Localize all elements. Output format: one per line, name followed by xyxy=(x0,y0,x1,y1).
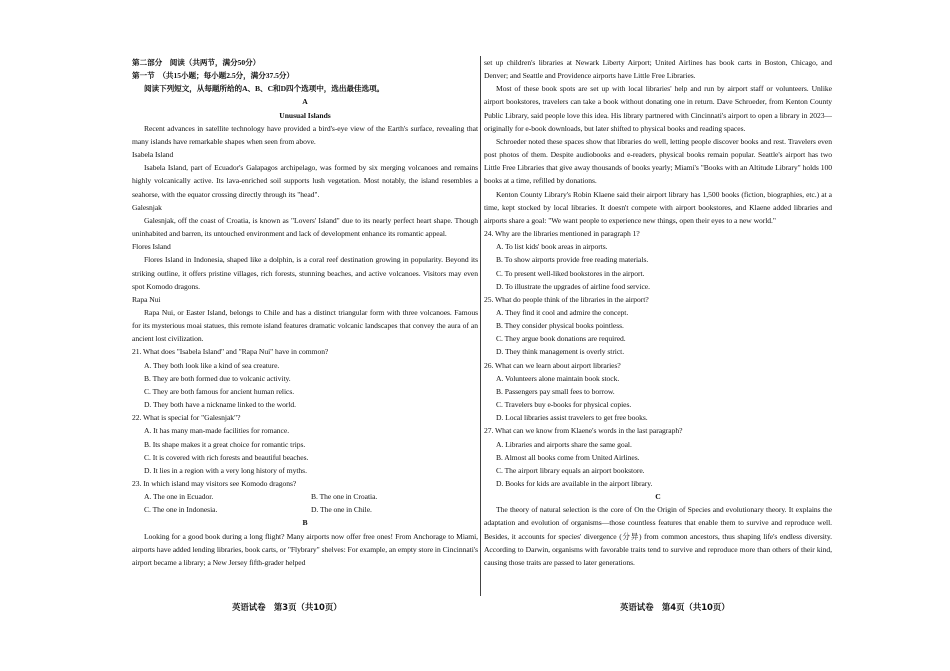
island-name: Isabela Island xyxy=(132,150,174,160)
question-option: C. Travelers buy e-books for physical copies. xyxy=(496,400,632,410)
island-text: Rapa Nui, or Easter Island, belongs to Chile and has a distinct triangular form with three volcanoes. Famous for its mysterious moai statues, this remote island features dramatic volcanic landscapes that convey the aura of an ancient lost civilization. xyxy=(132,307,478,344)
question-option: A. The one in Ecuador. xyxy=(144,492,214,502)
question-stem: 24. Why are the libraries mentioned in paragraph 1? xyxy=(484,229,640,239)
question-option: C. They argue book donations are required. xyxy=(496,334,626,344)
question-option: B. The one in Croatia. xyxy=(311,492,378,502)
question-option: D. They both have a nickname linked to the world. xyxy=(144,400,296,410)
passage-c-start: The theory of natural selection is the core of On the Origin of Species and evolutionary theory. It explains the adaptation and evolution of organisms—those countless features that enable them to survive and reproduce well. Besides, it accounts for species' divergence (分异) from common ancestors, thus shaping life's endless diversity. According to Darwin, organisms with favorable traits tend to survive and reproduce more than others of their kind, causing those traits are passed to later generations. xyxy=(484,505,832,567)
passage-b-paragraph: Most of these book spots are set up with local libraries' help and run by airport staff or volunteers. Unlike airport bookstores, travelers can take a book without donating one in return. Dave Schroeder, from Kenton County Public Library, said people love this idea. His library partnered with Cincinnati's airport to open a library in 2023—originally for e-book downloads, but later shifted to physical books and reading spaces. xyxy=(484,84,832,133)
passage-b-paragraph: Schroeder noted these spaces show that libraries do well, letting people discover books and rest. Travelers even post photos of them. Despite audiobooks and e-readers, physical books remain popular. Seattle's airport has two Little Free Libraries that give away thousands of books yearly; Miami's "Books with an Altitude Library" holds 100 books at a time, refilled by donations. xyxy=(484,136,832,186)
passage-b-letter: B xyxy=(302,518,308,528)
passage-a-intro: Recent advances in satellite technology have provided a bird's-eye view of the Earth's surface, revealing that many islands have remarkable shapes when seen from above. xyxy=(132,123,478,146)
question-option: D. To illustrate the upgrades of airline food service. xyxy=(496,281,650,291)
passage-a-title: Unusual Islands xyxy=(279,110,331,120)
part-heading: 第二部分 阅读（共两节，满分50分） xyxy=(132,58,261,67)
page-footer-right: 英语试卷 第4页（共10页） xyxy=(620,602,730,612)
question-option: C. The airport library equals an airport bookstore. xyxy=(496,465,645,475)
question-stem: 22. What is special for "Galesnjak"? xyxy=(132,413,241,423)
question-option: B. To show airports provide free reading materials. xyxy=(496,255,649,265)
question-option: D. The one in Chile. xyxy=(311,505,372,515)
passage-c-letter: C xyxy=(655,492,661,502)
question-option: A. It has many man-made facilities for romance. xyxy=(144,426,290,436)
page-footer-left: 英语试卷 第3页（共10页） xyxy=(232,602,342,612)
question-option: B. They consider physical books pointless. xyxy=(496,321,624,331)
question-option: A. Libraries and airports share the same goal. xyxy=(496,439,632,449)
passage-a-letter: A xyxy=(302,97,308,107)
question-option: A. Volunteers alone maintain book stock. xyxy=(496,373,620,383)
question-option: D. They think management is overly strict. xyxy=(496,347,625,357)
question-option: A. They both look like a kind of sea creature. xyxy=(144,360,280,370)
question-option: A. To list kids' book areas in airports. xyxy=(496,242,608,252)
question-option: C. They are both famous for ancient human relics. xyxy=(144,386,295,396)
question-option: B. Passengers pay small fees to borrow. xyxy=(496,386,615,396)
question-stem: 27. What can we know from Klaene's words in the last paragraph? xyxy=(484,426,683,436)
question-option: B. Its shape makes it a great choice for romantic trips. xyxy=(144,439,306,449)
question-stem: 26. What can we learn about airport libraries? xyxy=(484,360,621,370)
island-text: Flores Island in Indonesia, shaped like a dolphin, is a coral reef destination growing in popularity. Beyond its striking outline, it offers pristine villages, rich forests, stunning beaches, and active volcanoes. Visitors may even spot Komodo dragons. xyxy=(132,255,478,291)
island-name: Galesnjak xyxy=(132,202,162,212)
question-option: B. Almost all books come from United Airlines. xyxy=(496,452,640,462)
question-option: B. They are both formed due to volcanic activity. xyxy=(144,373,291,383)
passage-b-start: Looking for a good book during a long flight? Many airports now offer free ones! From Anchorage to Miami, airports have added lending libraries, book carts, or "Flybrary" shelves: For example, an empty store in Cincinnati's airport became a library; a New Jersey fifth-grader helped xyxy=(132,531,478,567)
right-column xyxy=(484,56,832,596)
question-stem: 21. What does "Isabela Island" and "Rapa Nui" have in common? xyxy=(132,347,329,357)
question-stem: 25. What do people think of the libraries in the airport? xyxy=(484,294,649,304)
question-option: D. It lies in a region with a very long history of myths. xyxy=(144,465,307,475)
question-option: C. It is covered with rich forests and beautiful beaches. xyxy=(144,452,309,462)
question-option: D. Books for kids are available in the airport library. xyxy=(496,479,653,488)
question-option: D. Local libraries assist travelers to get free books. xyxy=(496,413,648,423)
island-text: Galesnjak, off the coast of Croatia, is known as "Lovers' Island" due to its nearly perfect heart shape. Though uninhabited and barren, its untouched environment and lack of development enhance its romantic appeal. xyxy=(132,215,478,239)
question-option: C. To present well-liked bookstores in the airport. xyxy=(496,268,645,278)
question-option: C. The one in Indonesia. xyxy=(144,505,218,515)
section-heading: 第一节 （共15小题；每小题2.5分，满分37.5分） xyxy=(132,71,294,81)
island-name: Flores Island xyxy=(132,242,171,252)
passage-b-continued: set up children's libraries at Newark Liberty Airport; United Airlines has book carts in Boston, Chicago, and Denver; and Seattle and Providence airports have Little Free Libraries. xyxy=(484,58,832,81)
island-text: Isabela Island, part of Ecuador's Galapagos archipelago, was formed by six merging volcanoes and remains highly volcanically active. Its lava-enriched soil supports lush vegetation. Most notably, the island resembles a seahorse, with the equator crossing directly through its "head". xyxy=(132,163,478,199)
question-stem: 23. In which island may visitors see Komodo dragons? xyxy=(132,479,297,488)
island-name: Rapa Nui xyxy=(132,294,161,304)
question-options-row xyxy=(132,490,478,503)
question-option: A. They find it cool and admire the concept. xyxy=(496,307,629,317)
instruction: 阅读下列短文，从每题所给的A、B、C和D四个选项中，选出最佳选项。 xyxy=(144,84,385,94)
left-column xyxy=(132,56,478,596)
column-divider xyxy=(480,56,481,596)
question-options-row xyxy=(132,503,478,516)
passage-b-paragraph: Kenton County Library's Robin Klaene said their airport library has 1,500 books (fiction, biographies, etc.) at a time, kept stocked by local libraries. It doesn't compete with airport bookstores, and Klaene added libraries and airports share a goal: "We want people to experience new things, open their eyes to a new world." xyxy=(484,189,832,225)
